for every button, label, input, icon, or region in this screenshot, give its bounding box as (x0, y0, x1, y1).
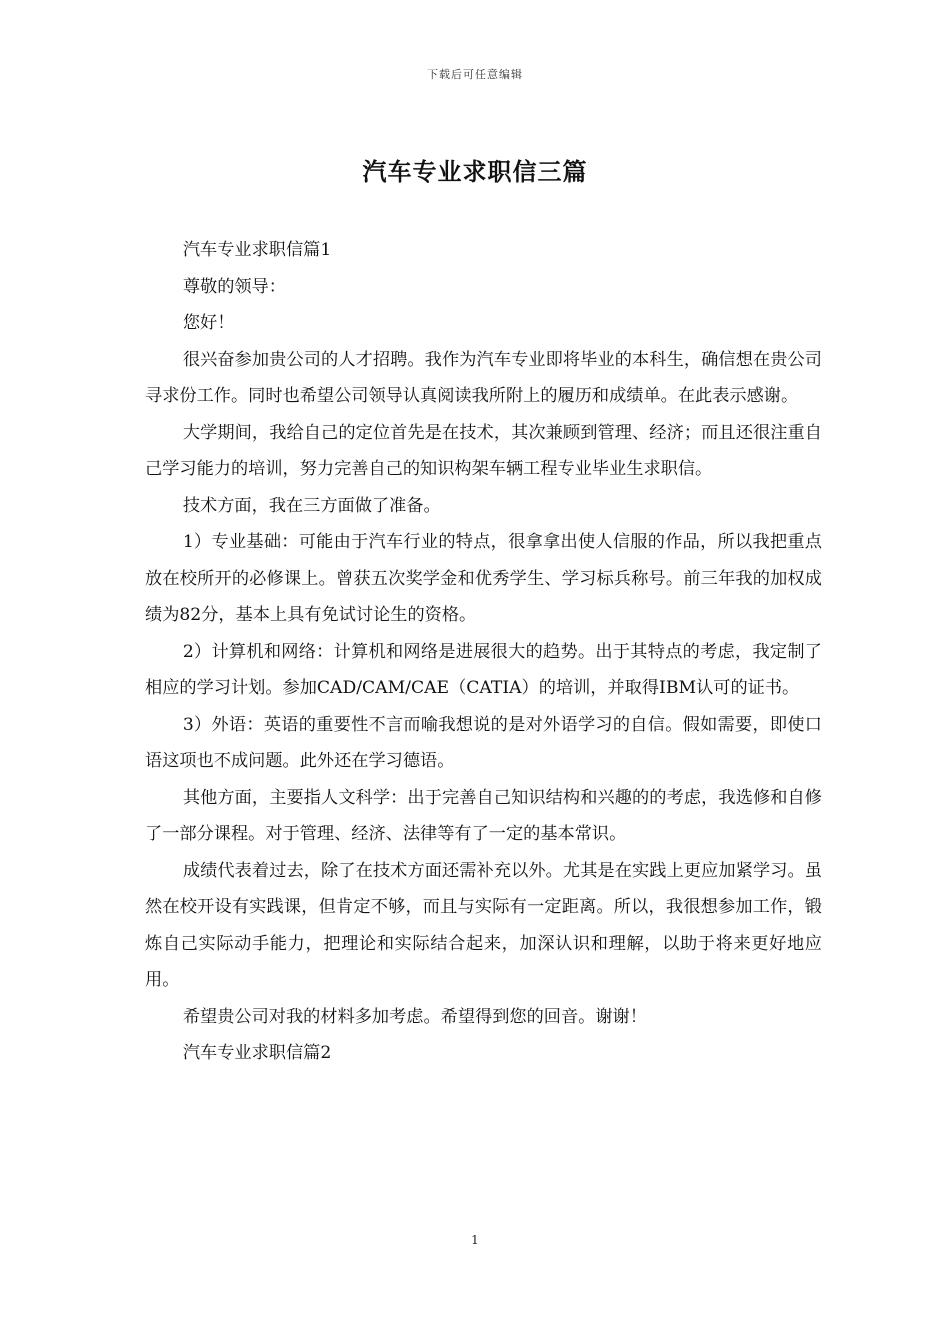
section-heading: 汽车专业求职信篇2 (182, 1043, 332, 1063)
document-body (145, 232, 822, 1072)
paragraph: 2）计算机和网络：计算机和网络是进展很大的趋势。出于其特点的考虑，我定制了相应的学习计划。参加CAD/CAM/CAE（CATIA）的培训，并取得IBM认可的证书。 (145, 641, 822, 698)
section-heading: 汽车专业求职信篇1 (182, 240, 332, 260)
salutation: 尊敬的领导： (182, 276, 286, 297)
paragraph: 3）外语：英语的重要性不言而喻我想说的是对外语学习的自信。假如需要，即使口语这项也不成问题。此外还在学习德语。 (145, 714, 822, 771)
greeting: 您好！ (182, 313, 235, 333)
paragraph: 其他方面，主要指人文科学：出于完善自己知识结构和兴趣的的考虑，我选修和自修了一部分课程。对于管理、经济、法律等有了一定的基本常识。 (145, 787, 822, 844)
paragraph: 希望贵公司对我的材料多加考虑。希望得到您的回音。谢谢！ (182, 1006, 647, 1027)
document-title: 汽车专业求职信三篇 (362, 157, 588, 186)
paragraph: 1）专业基础：可能由于汽车行业的特点，很拿拿出使人信服的作品，所以我把重点放在校所开的必修课上。曾获五次奖学金和优秀学生、学习标兵称号。前三年我的加权成绩为82分，基本上具有免试讨论生的资格。 (145, 532, 822, 625)
paragraph: 大学期间，我给自己的定位首先是在技术，其次兼顾到管理、经济；而且还很注重自己学习能力的培训，努力完善自己的知识构架车辆工程专业毕业生求职信。 (145, 422, 822, 479)
paragraph: 成绩代表着过去，除了在技术方面还需补充以外。尤其是在实践上更应加紧学习。虽然在校开设有实践课，但肯定不够，而且与实际有一定距离。所以，我很想参加工作，锻炼自己实际动手能力，把理论和实际结合起来，加深认识和理解，以助于将来更好地应用。 (145, 860, 822, 990)
paragraph: 技术方面，我在三方面做了准备。 (182, 495, 441, 516)
header-note: 下载后可任意编辑 (427, 68, 523, 81)
paragraph: 很兴奋参加贵公司的人才招聘。我作为汽车专业即将毕业的本科生，确信想在贵公司寻求份工作。同时也希望公司领导认真阅读我所附上的履历和成绩单。在此表示感谢。 (145, 349, 822, 406)
page-number: 1 (471, 1233, 479, 1247)
